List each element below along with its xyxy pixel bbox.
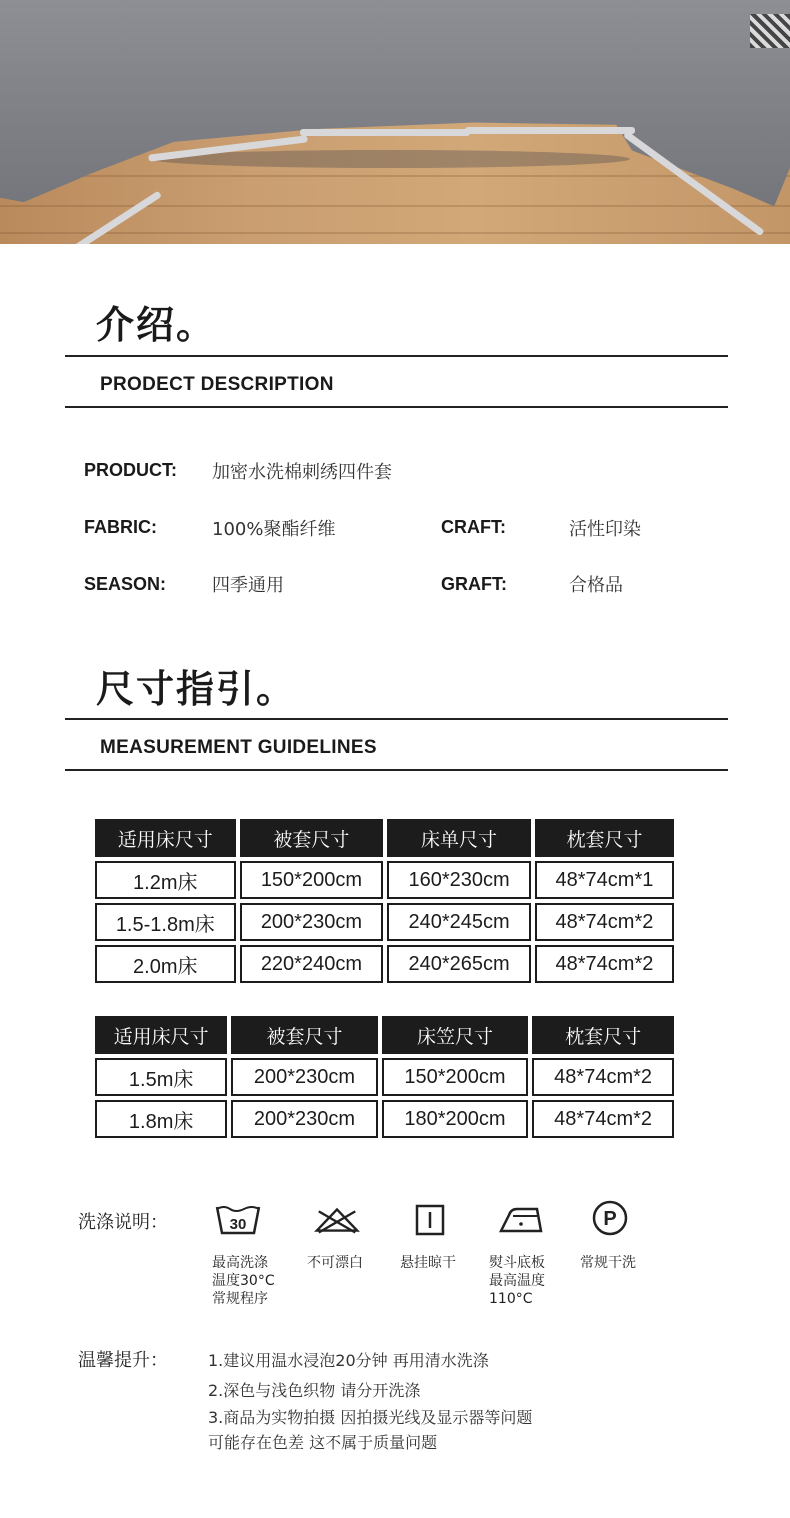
spec-label-season: SEASON: — [84, 574, 167, 594]
wash-30-icon — [214, 1200, 262, 1240]
hang-dry-icon — [406, 1200, 454, 1240]
caption-line: 最高洗涤 — [212, 1255, 268, 1271]
care-caption-wash — [212, 1254, 292, 1308]
wash-temp-label: 30 — [229, 1216, 247, 1233]
caption-line: 悬挂晾干 — [400, 1255, 456, 1271]
table-cell: 2.0m床 — [95, 945, 236, 983]
size-table-flat-sheet — [91, 815, 678, 987]
size-table-fitted-sheet — [91, 1012, 678, 1142]
tip-line: 2.深色与浅色织物 请分开洗涤 — [208, 1381, 421, 1400]
table-cell: 1.2m床 — [95, 861, 236, 899]
care-caption-hang-dry — [400, 1254, 480, 1272]
table-row — [95, 1100, 674, 1138]
table-cell: 220*240cm — [240, 945, 384, 983]
divider — [65, 718, 728, 720]
table-header: 床笠尺寸 — [382, 1016, 528, 1054]
table-cell: 48*74cm*2 — [532, 1058, 674, 1096]
spec-label-graft: GRAFT: — [441, 574, 507, 594]
table-cell: 160*230cm — [387, 861, 531, 899]
duvet-trim — [300, 129, 470, 136]
table-cell: 48*74cm*2 — [535, 945, 674, 983]
tips-heading: 温馨提升： — [78, 1350, 168, 1371]
table-row — [95, 861, 674, 899]
caption-line: 熨斗底板 — [489, 1255, 545, 1271]
size-subtitle: MEASUREMENT GUIDELINES — [100, 737, 377, 758]
care-caption-no-bleach — [307, 1254, 387, 1272]
table-cell: 1.8m床 — [95, 1100, 227, 1138]
floor-plank — [0, 175, 790, 177]
care-heading: 洗涤说明： — [78, 1212, 168, 1233]
table-row — [95, 903, 674, 941]
table-header: 适用床尺寸 — [95, 819, 236, 857]
iron-icon — [497, 1200, 545, 1240]
divider — [65, 769, 728, 771]
table-cell: 150*200cm — [240, 861, 384, 899]
spec-label-fabric: FABRIC: — [84, 517, 157, 537]
table-header: 枕套尺寸 — [532, 1016, 674, 1054]
no-bleach-icon — [313, 1200, 361, 1240]
divider — [65, 355, 728, 357]
spec-label-product: PRODUCT: — [84, 460, 177, 480]
spec-value-graft: 合格品 — [569, 575, 623, 596]
table-cell: 200*230cm — [231, 1100, 377, 1138]
dry-clean-p-icon — [586, 1198, 634, 1238]
caption-line: 110°C — [489, 1291, 533, 1307]
table-cell: 48*74cm*2 — [532, 1100, 674, 1138]
caption-line: 最高温度 — [489, 1273, 545, 1289]
rug — [750, 14, 790, 48]
table-row — [95, 1058, 674, 1096]
caption-line: 不可漂白 — [307, 1255, 363, 1271]
floor-plank — [0, 205, 790, 207]
product-photo — [0, 0, 790, 244]
table-header-row — [95, 819, 674, 857]
tip-line: 1.建议用温水浸泡20分钟 再用清水洗涤 — [208, 1351, 489, 1370]
caption-line: 常规程序 — [212, 1291, 268, 1307]
table-cell: 48*74cm*2 — [535, 903, 674, 941]
table-cell: 200*230cm — [240, 903, 384, 941]
table-header: 被套尺寸 — [231, 1016, 377, 1054]
caption-line: 常规干洗 — [580, 1255, 636, 1271]
table-header: 被套尺寸 — [240, 819, 384, 857]
table-header-row — [95, 1016, 674, 1054]
size-title: 尺寸指引。 — [96, 667, 297, 711]
table-cell: 150*200cm — [382, 1058, 528, 1096]
duvet-trim — [465, 127, 635, 134]
spec-value-season: 四季通用 — [212, 575, 284, 596]
spec-value-craft: 活性印染 — [569, 519, 641, 540]
table-cell: 200*230cm — [231, 1058, 377, 1096]
floor-plank — [0, 232, 790, 234]
table-row — [95, 945, 674, 983]
tip-line: 可能存在色差 这不属于质量问题 — [208, 1433, 438, 1452]
table-header: 适用床尺寸 — [95, 1016, 227, 1054]
duvet — [0, 0, 790, 215]
intro-title: 介绍。 — [96, 303, 217, 347]
spec-label-craft: CRAFT: — [441, 517, 506, 537]
intro-subtitle: PRODECT DESCRIPTION — [100, 374, 334, 395]
table-cell: 180*200cm — [382, 1100, 528, 1138]
care-caption-iron — [489, 1254, 569, 1308]
table-header: 床单尺寸 — [387, 819, 531, 857]
spec-value-product: 加密水洗棉刺绣四件套 — [212, 462, 392, 483]
table-cell: 1.5m床 — [95, 1058, 227, 1096]
divider — [65, 406, 728, 408]
spec-value-fabric: 100%聚酯纤维 — [212, 519, 336, 540]
care-caption-dry-clean — [580, 1254, 660, 1272]
table-cell: 240*265cm — [387, 945, 531, 983]
caption-line: 温度30°C — [212, 1273, 275, 1289]
table-cell: 48*74cm*1 — [535, 861, 674, 899]
table-cell: 1.5-1.8m床 — [95, 903, 236, 941]
table-header: 枕套尺寸 — [535, 819, 674, 857]
duvet-trim — [32, 191, 162, 244]
table-cell: 240*245cm — [387, 903, 531, 941]
tip-line: 3.商品为实物拍摄 因拍摄光线及显示器等问题 — [208, 1408, 533, 1427]
dry-clean-letter: P — [603, 1208, 617, 1230]
